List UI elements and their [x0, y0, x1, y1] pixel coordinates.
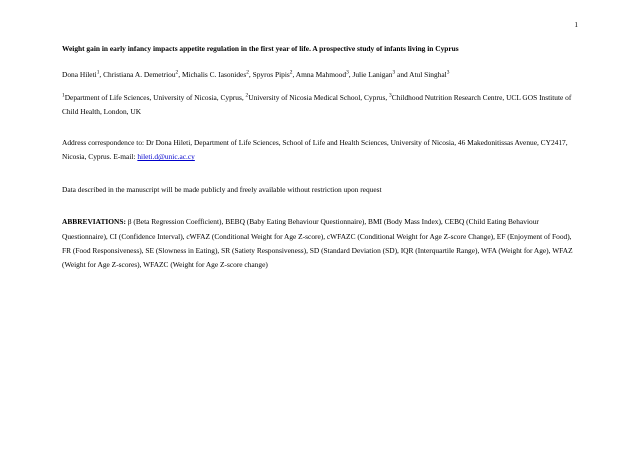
author-4: , Spyros Pipis: [248, 70, 290, 80]
author-6-affil-marker: 3: [392, 69, 396, 76]
author-6: , Julie Lanigan: [348, 70, 393, 80]
paper-title: Weight gain in early infancy impacts appetite regulation in the first year of life. A prospective study of infants living in Cyprus: [62, 44, 459, 53]
correspondence-block: [62, 136, 578, 165]
affiliation-3-marker: 3: [389, 92, 392, 99]
author-5: , Amna Mahmood: [292, 70, 347, 80]
affiliation-2: University of Nicosia Medical School, Cyprus,: [248, 92, 390, 102]
abbreviations-label: ABBREVIATIONS:: [62, 217, 126, 227]
author-5-affil-marker: 3: [346, 69, 349, 76]
page-number: 1: [574, 21, 578, 29]
author-2-affil-marker: 2: [175, 69, 179, 76]
correspondence-email-link[interactable]: hileti.d@unic.ac.cy: [137, 152, 195, 162]
abbreviations-text: β (Beta Regression Coefficient), BEBQ (Baby Eating Behaviour Questionnaire), BMI (Body Mass Index), CEBQ (Child Eating Behaviour Questionnaire), CI (Confidence Interval), cWFAZ (Conditional Weight for Age Z-score), cWFAZC (Conditional Weight for Age Z-score Change), EF (Enjoyment of Food), FR (Food Responsiveness), SE (Slowness in Eating), SR (Satiety Responsiveness), SD (Standard Deviation (SD), IQR (Interquartile Range), WFA (Weight for Age), WFAZ (Weight for Age Z-scores), WFAZC (Weight for Age Z-score change): [62, 217, 573, 270]
author-1: Dona Hileti: [62, 70, 97, 80]
affiliation-2-marker: 2: [245, 92, 249, 99]
author-3: , Michalis C. Iasonides: [178, 70, 247, 80]
affiliation-list: [62, 91, 578, 120]
affiliation-1: Department of Life Sciences, University of Nicosia, Cyprus,: [64, 92, 246, 102]
author-3-affil-marker: 2: [246, 69, 249, 76]
affiliation-1-marker: 1: [62, 92, 65, 99]
author-7-affil-marker: 3: [446, 69, 450, 76]
author-4-affil-marker: 2: [289, 69, 293, 76]
document-content: [62, 42, 578, 273]
author-list: [62, 68, 578, 82]
author-2: , Christiana A. Demetriou: [99, 70, 176, 80]
correspondence-text: Address correspondence to: Dr Dona Hileti, Department of Life Sciences, School of Life and Health Sciences, University of Nicosia, 46 Makedonitissas Avenue, CY2417, Nicosia, Cyprus. E-mail:: [62, 137, 568, 162]
data-availability-statement: Data described in the manuscript will be made publicly and freely available without restriction upon request: [62, 184, 382, 194]
abbreviations-block: [62, 215, 578, 273]
author-1-affil-marker: 1: [96, 69, 100, 76]
author-7: and Atul Singhal: [395, 70, 447, 80]
affiliation-3: Childhood Nutrition Research Centre, UCL GOS Institute of Child Health, London, UK: [62, 92, 572, 117]
